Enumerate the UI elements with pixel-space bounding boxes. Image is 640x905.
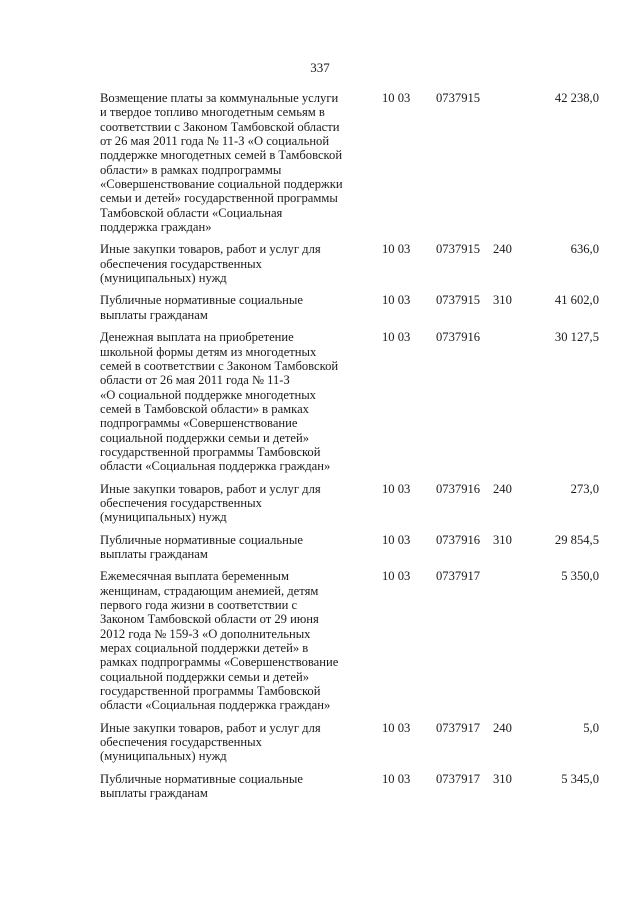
row-expense-type: 310	[493, 771, 512, 786]
page-number: 337	[310, 60, 330, 75]
table-row	[0, 91, 640, 234]
row-section-code: 10 03	[382, 293, 411, 308]
row-section-code: 10 03	[382, 330, 411, 345]
row-description: Иные закупки товаров, работ и услуг для обеспечения государственных (муниципальных) нужд	[100, 720, 321, 764]
row-section-code: 10 03	[382, 532, 411, 547]
table-row	[0, 330, 640, 473]
row-target-article: 0737917	[436, 569, 481, 584]
row-section-code: 10 03	[382, 569, 411, 584]
row-target-article: 0737917	[436, 720, 481, 735]
row-amount: 636,0	[570, 242, 599, 257]
row-amount: 42 238,0	[554, 91, 599, 105]
row-description: Публичные нормативные социальные выплаты гражданам	[100, 771, 303, 801]
row-amount: 30 127,5	[554, 330, 599, 345]
row-amount: 273,0	[570, 481, 599, 496]
row-description: Публичные нормативные социальные выплаты гражданам	[100, 293, 303, 322]
row-target-article: 0737916	[436, 532, 481, 547]
row-amount: 5,0	[583, 720, 599, 735]
row-section-code: 10 03	[382, 771, 411, 786]
table-row	[0, 569, 640, 712]
row-description: Возмещение платы за коммунальные услуги и твердое топливо многодетным семьям в соответствии с Законом Тамбовской области от 26 мая 2011 года № 11-З «О социальной поддержке многодетных семей в Тамбовской области» в рамках подпрограммы «Совершенствование социальной поддержки семьи и детей» государственной программы Тамбовской области «Социальная поддержка граждан»	[100, 91, 343, 235]
row-amount: 5 350,0	[561, 569, 599, 584]
table-row	[0, 482, 640, 525]
table-row	[0, 293, 640, 322]
row-target-article: 0737915	[436, 242, 481, 257]
row-expense-type: 240	[493, 242, 512, 257]
row-description: Иные закупки товаров, работ и услуг для обеспечения государственных (муниципальных) нужд	[100, 481, 321, 525]
row-expense-type: 310	[493, 532, 512, 547]
row-description: Иные закупки товаров, работ и услуг для обеспечения государственных (муниципальных) нужд	[100, 242, 321, 286]
row-description: Денежная выплата на приобретение школьной формы детям из многодетных семей в соответствии с Законом Тамбовской области от 26 мая 2011 года № 11-З «О социальной поддержке многодетных семей в Тамбовской области» в рамках подпрограммы «Совершенствование социальной поддержки семьи и детей» государственной программы Тамбовской области «Социальная поддержка граждан»	[100, 330, 339, 474]
row-target-article: 0737915	[436, 293, 481, 308]
row-target-article: 0737915	[436, 91, 481, 105]
row-target-article: 0737917	[436, 771, 481, 786]
budget-table	[0, 91, 640, 808]
row-amount: 5 345,0	[561, 771, 599, 786]
table-row	[0, 772, 640, 801]
row-target-article: 0737916	[436, 330, 481, 345]
table-row	[0, 721, 640, 764]
row-section-code: 10 03	[382, 720, 411, 735]
row-target-article: 0737916	[436, 481, 481, 496]
row-section-code: 10 03	[382, 481, 411, 496]
row-description: Ежемесячная выплата беременным женщинам, страдающим анемией, детям первого года жизни в соответствии с Законом Тамбовской области от 29 июня 2012 года № 159-З «О дополнительных мерах социальной поддержки детей» в рамках подпрограммы «Совершенствование социальной поддержки семьи и детей» государственной программы Тамбовской области «Социальная поддержка граждан»	[100, 569, 339, 713]
row-amount: 41 602,0	[554, 293, 599, 308]
row-section-code: 10 03	[382, 242, 411, 257]
row-section-code: 10 03	[382, 91, 411, 105]
row-amount: 29 854,5	[554, 532, 599, 547]
row-description: Публичные нормативные социальные выплаты гражданам	[100, 532, 303, 561]
table-row	[0, 242, 640, 285]
row-expense-type: 240	[493, 481, 512, 496]
table-row	[0, 533, 640, 562]
row-expense-type: 240	[493, 720, 512, 735]
row-expense-type: 310	[493, 293, 512, 308]
